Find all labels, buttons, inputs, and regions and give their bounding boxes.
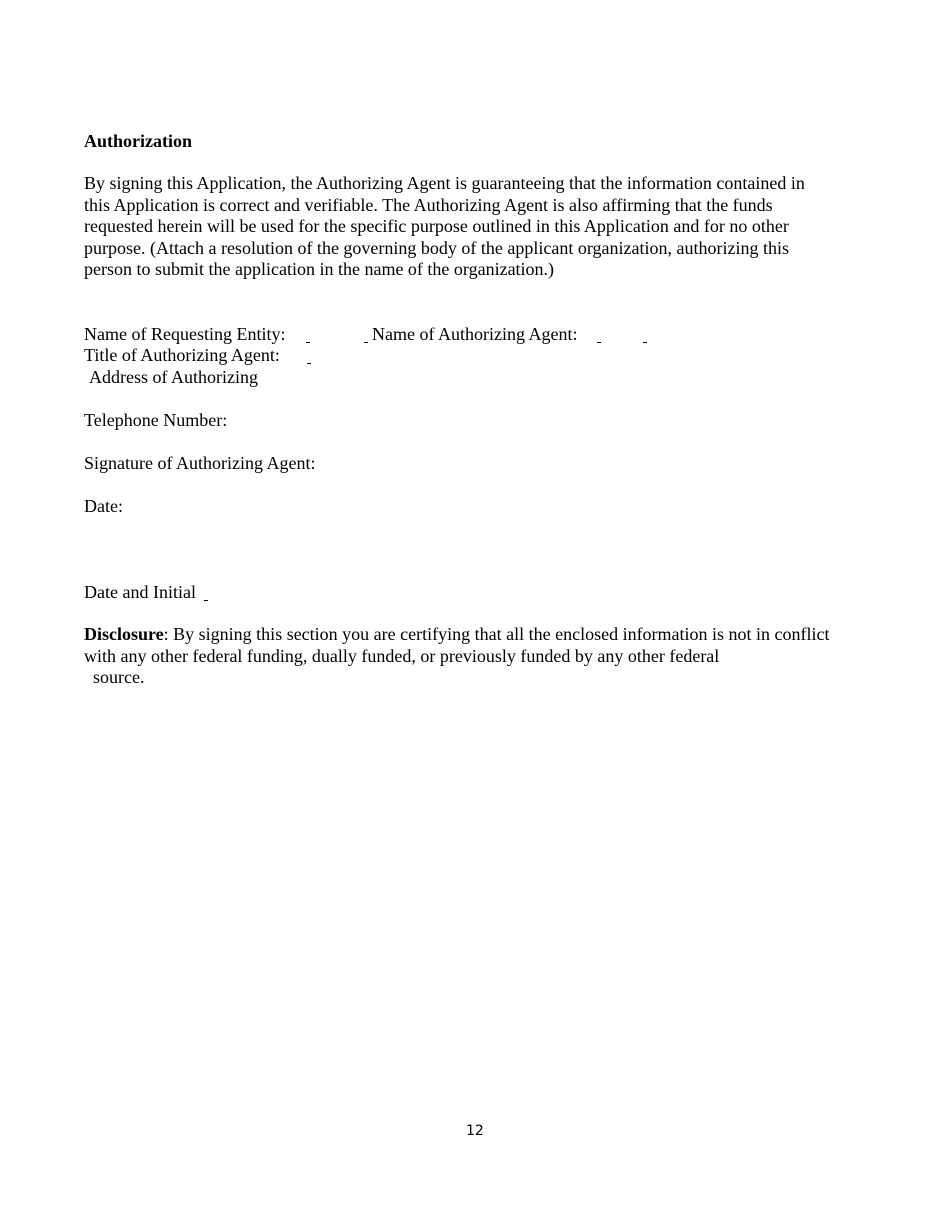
- disclosure-label: Disclosure: [84, 624, 164, 644]
- agent-name-blank-end[interactable]: [643, 342, 647, 343]
- page-number: 12: [466, 1123, 484, 1139]
- telephone-label: Telephone Number:: [84, 410, 228, 430]
- paragraph-line: requested herein will be used for the specific purpose outlined in this Application and for no other: [84, 216, 789, 236]
- disclosure-line-2: with any other federal funding, dually funded, or previously funded by any other federal: [84, 646, 720, 666]
- paragraph-line: purpose. (Attach a resolution of the governing body of the applicant organization, authorizing this: [84, 237, 789, 258]
- date-and-initial-label: Date and Initial: [84, 582, 196, 602]
- authorizing-address-label: Address of Authorizing: [89, 367, 258, 387]
- paragraph-line: this Application is correct and verifiable. The Authorizing Agent is also affirming that the funds: [84, 194, 773, 215]
- disclosure-line-1: [84, 624, 830, 646]
- section-heading: Authorization: [84, 131, 192, 151]
- requesting-entity-blank-start[interactable]: [306, 342, 310, 343]
- requesting-entity-blank-end[interactable]: [364, 342, 368, 343]
- agent-title-blank[interactable]: [307, 363, 311, 364]
- requesting-entity-label: Name of Requesting Entity:: [84, 324, 286, 344]
- date-initial-blank[interactable]: [204, 600, 208, 601]
- paragraph-line: By signing this Application, the Authorizing Agent is guaranteeing that the information contained in: [84, 173, 805, 193]
- signature-label: Signature of Authorizing Agent:: [84, 453, 316, 473]
- disclosure-line-3: source.: [93, 667, 145, 687]
- agent-name-blank-start[interactable]: [597, 342, 601, 343]
- date-label: Date:: [84, 496, 123, 516]
- disclosure-text: : By signing this section you are certifying that all the enclosed information is not in conflict: [163, 624, 830, 644]
- paragraph-line: person to submit the application in the name of the organization.): [84, 259, 555, 279]
- authorizing-agent-name-label: Name of Authorizing Agent:: [372, 324, 578, 344]
- authorization-paragraph: [84, 173, 874, 281]
- authorizing-agent-title-label: Title of Authorizing Agent:: [84, 345, 280, 365]
